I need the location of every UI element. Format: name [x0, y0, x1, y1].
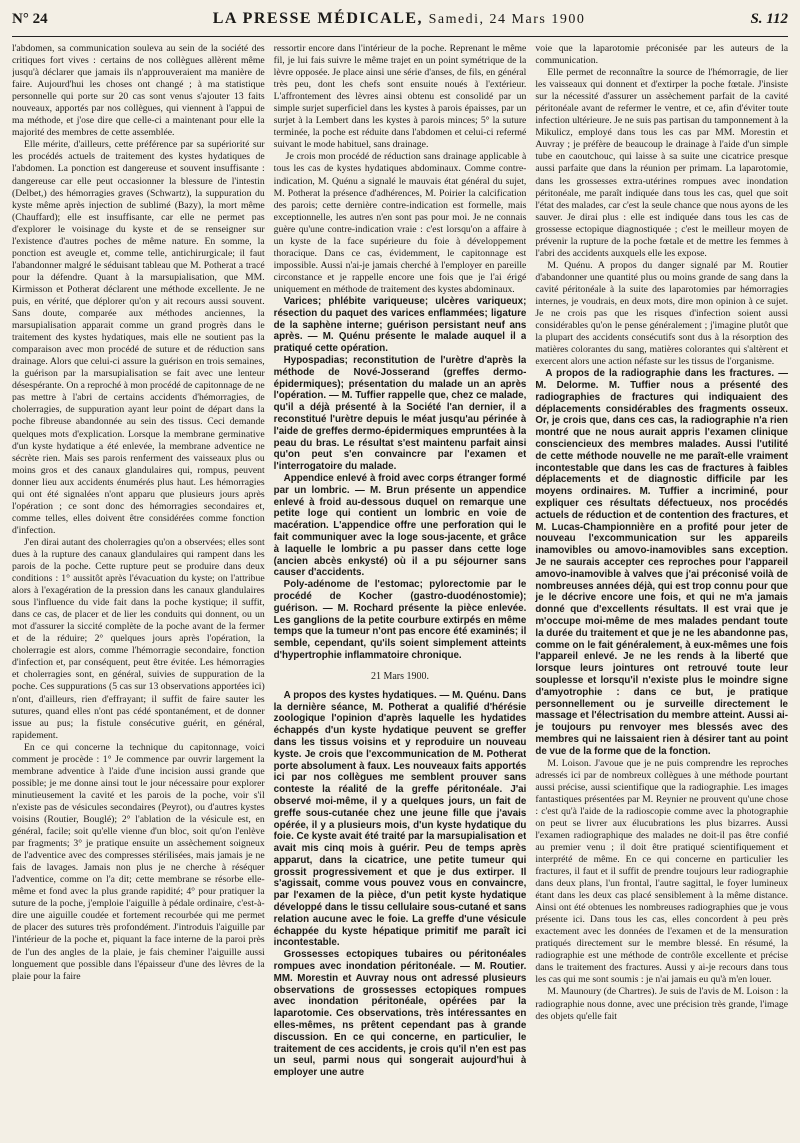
column-3 [535, 43, 788, 1138]
section-heading-poly-adenome: Poly-adénome de l'estomac; pylorectomie par le procédé de Kocher (gastro-duodénostomie); guérison. — M. Rochard présente la pièce enlevée. Les ganglions de la petite courbure extirpés en même temps que la tumeur n'ont pas encore été examinés; il semble, cependant, qu'ils soient simplement atteints d'hypertrophie inflammatoire chronique. [273, 579, 527, 661]
paragraph: ressortir encore dans l'intérieur de la poche. Reprenant le même fil, je lui fais suivre le même trajet en un point symétrique de la lèvre opposée. Je place ainsi une série d'anses, de fils, en général très peu, dont les chefs sont ensuite noués à l'extérieur. L'affrontement des lèvres ainsi obtenu est consolidé par un simple surjet superficiel dans les kystes à parois épaisses, par un surjet à la Lembert dans les kystes à parois minces; 5° la suture terminée, la poche est réduite dans l'abdomen et celui-ci refermé suivant le mode habituel, sans drainage. [273, 43, 527, 151]
section-heading-grossesses: Grossesses ectopiques tubaires ou péritonéales rompues avec inondation péritonéale. — M. Routier. MM. Morestin et Auvray nous ont adressé plusieurs observations de grossesses ectopiques rompues avec inondation péritonéale, opérées par la laparotomie. Ces observations, très intéressantes en elles-mêmes, ns prêtent cependant pas à grande discussion. En ce qui concerne, en particulier, le traitement de ces accidents, je crois qu'il n'en est pas un seul, parmi nous qui songerait aujourd'hui à employer une autre [273, 949, 527, 1079]
section-heading-appendice: Appendice enlevé à froid avec corps étranger formé par un lombric. — M. Brun présente un appendice enlevé à froid au-dessous duquel on remarque une petite loge qui contient un lombric en voie de macération. L'appendice offre une perforation qui le fait communiquer avec la loge sous-jacente, et grâce à laquelle le lombric a pu passer dans cette loge (ancien abcès enkysté) où il a pu séjourner sans causer d'accidents. [273, 472, 527, 579]
issue-date: Samedi, 24 Mars 1900 [428, 12, 586, 27]
paragraph: J'en dirai autant des cholerragies qu'on a observées; elles sont dues à la rupture des canaux glandulaires qui rampent dans les parois de la poche. Cette rupture peut se produire dans deux conditions : 1° aussitôt après l'évacuation du kyste; on l'attribue alors à l'exagération de la pression dans les canaux glandulaires sous l'influence du vide fait dans la poche kystique; il suffit, dans ce cas, de placer et de lier les conduits qui donnent, ou un mot d'assurer la siccité complète de la poche avant de la fermer et de la réduire; 2° quelques jours après l'opération, la cholerragie est alors, comme l'hémorragie secondaire, fonction d'infection et, par conséquent, peut être évitée. Les hémorragies et cholerragies sont, en général, suivies de suppuration de la poche. Ces suppurations (5 cas sur 13 observations apportées ici) n'ont, d'ailleurs, rien d'effrayant; il suffit de faire sauter les sutures, quand elles n'ont pas cédé spontanément, et de donner issue au pus; la fistule consécutive guérit, en général, rapidement. [12, 536, 265, 741]
paragraph: Elle permet de reconnaître la source de l'hémorragie, de lier les vaisseaux qui donnent et d'extirper la poche fœtale. J'insiste sur la nécessité d'assurer un assèchement parfait de la cavité péritonéale avant de refermer le ventre, et ce, afin d'éviter toute infection ultérieure. Je ne suis pas partisan du tamponnement à la Mikulicz, employé dans tous les cas par MM. Morestin et Auvray ; je préfère de beaucoup le drainage à l'aide d'un simple tube en caoutchouc, qui laisse à sa suite une cicatrice presque aussi parfaite que dans la réunion per primam. La laparotomie, dans les grossesses extra-utérines rompues avec inondation péritonéale, me paraît indiquée dans tous les cas, quel que soit l'état des malades, car c'est la seule chance que nous ayons de les sauver. Je dirai plus : elle est indiquée dans tous les cas de grossesse ectopique diagnostiquée ; c'est le meilleur moyen de prévenir la rupture de la poche fœtale et de mettre les femmes à l'abri des accidents auxquels elle les expose. [535, 67, 788, 259]
column-2 [274, 43, 527, 1138]
section-heading-varices: Varices; phlébite variqueuse; ulcères variqueux; résection du paquet des varices enflammées; ligature de la saphène interne; guérison persistant neuf ans après. — M. Quénu présente le malade auquel il a pratiqué cette opération. [273, 295, 527, 355]
paragraph: voie que la laparotomie préconisée par les auteurs de la communication. [535, 43, 788, 67]
section-heading-radiographie: A propos de la radiographie dans les fractures. — M. Delorme. M. Tuffier nous a présenté des radiographies de fractures qui indiquaient des déplacements considérables des fragments osseux. Or, je crois que, dans ces cas, la radiographie n'a rien montré que ne nous aurait appris l'examen clinique consciencieux des membres malades. Aussi l'utilité de cette méthode nouvelle ne me paraît-elle vraiment incontestable que dans les cas de fractures à faibles déplacements et de diagnostic difficile par les moyens ordinaires. M. Tuffier a incriminé, pour expliquer ces résultats défectueux, nos procédés actuels de réduction et de contention des fractures, et M. Lucas-Championnière en a profité pour jeter de nouveau l'excommunication sur les appareils inamovibles ou amovo-inamovibles sans exception. Je ne saurais accepter ces reproches pour l'appareil amovo-inamovible à valves que j'ai préconisé voilà de nombreuses années déjà, qui est trop connu pour que je le décrive encore une fois, et qui ne m'a jamais donné que d'excellents résultats. Il est vrai que je m'occupe moi-même de mes malades pendant toute la durée du traitement et que je ne les abandonne pas, comme on le fait généralement, à eux-mêmes une fois l'appareil enlevé. Je ne les rends à la liberté que lorsque leurs jointures ont retrouvé toute leur souplesse et lorsqu'il n'existe plus le moindre signe d'amyotrophie : dans ce but, je pratique personnellement ou je surveille directement le massage et l'électrisation du membre atteint. Aussi ai-je toujours pu renvoyer mes blessés avec des membres qui ne laissaient rien à désirer tant au point de vue de la forme que de la fonction. [535, 368, 788, 757]
paragraph: M. Quénu. A propos du danger signalé par M. Routier d'abandonner une quantité plus ou moins grande de sang dans la cavité péritonéale à la suite des laparotomies par hémorragies internes, je voudrais, en deux mots, dire mon opinion à ce sujet. Je ne crois pas que les risques d'infection soient aussi considérables qu'on le pense généralement ; j'imagine plutôt que la plupart des accidents consécutifs sont dus à la résorption des matières colorantes du sang, matières colorantes qui s'altèrent et exercent alors une action néfaste sur les tissus de l'organisme. [535, 259, 788, 368]
column-1 [12, 43, 265, 1138]
section-heading-hypospadias: Hypospadias; reconstitution de l'urètre d'après la méthode de Nové-Josserand (greffes dermo-épidermiques); présentation du malade un an après l'opération. — M. Tuffier rappelle que, chez ce malade, qu'il a déjà présenté à la Société l'an dernier, il a reconstitué l'urètre depuis le méat jusqu'au périnée à l'aide de greffes dermo-épidermiques empruntées à la peau du bras. Le résultat s'est maintenu parfait ainsi qu'on peut s'en convaincre par l'examen et l'interrogatoire du malade. [273, 354, 527, 473]
paragraph: Elle mérite, d'ailleurs, cette préférence par sa supériorité sur les procédés actuels de traitement des kystes hydatiques de l'abdomen. La ponction est dangereuse et souvent insuffisante : dangereuse car elle peut occasionner la blessure de l'intestin (Delbet,) des hémorragies graves (Schwartz), la suppuration du kyste même après injection de sublimé (Bazy), la mort même (Chauffard); elle est insuffisante, car elle ne permet pas d'explorer le voisinage du kyste et de se renseigner sur l'existence d'autres poches de même nature. En somme, la ponction est aveugle et, comme telle, antichirurgicale; il faut l'abandonner malgré le séduisant tableau que M. Potherat a tracé pour la défendre. Quant à la marsupialisation, que MM. Kirmisson et Potherat déclarent une méthode excellente. Je ne puis, en vérité, que déplorer qu'on y ait recours aussi souvent. Sans doute, comparée aux méthodes anciennes, la marsupialisation apparait comme un grand progrès dans le traitement des kystes hydatiques, mais elle ne soutient pas la comparaison avec mon procédé de suture et de réduction sans drainage. Alors que celui-ci assure la guérison en trois semaines, la guérison par la marsupialisation se fait avec une lenteur désespérante. On a reproché à mon procédé de capitonnage de ne pas mettre à l'abri de certains accidents d'hémorragies, de cholerragies, de suppuration ayant leur point de départ dans la poche fibreuse abandonnée au sein des tissus. Ceci demande quelques mots d'explication. Lorsque la membrane germinative d'un kyste hydatique a été enlevée, la membrane adventice ne sécrète rien. Mais ses parois renferment des vaisseaux plus ou moins gros et des canaux glandulaires qui, rompus, peuvent donner lieu aux accidents énumérés plus haut. Les hémorragies qui ont été signalées n'ont apparu que plusieurs jours après l'opération ; ce sont donc des hémorragies secondaires et, comme telles, elles doivent être considérées comme fonction d'infection. [12, 139, 265, 536]
section-heading-kystes: A propos des kystes hydatiques. — M. Quénu. Dans la dernière séance, M. Potherat a qualifié d'hérésie zoologique l'opinion d'après laquelle les hydatides échappés d'un kyste hydatique peuvent se greffer dans les tissus voisins et y reproduire un nouveau kyste. Je crois que l'excommunication de M. Potherat porte absolument à faux. Les nouveaux faits apportés ici par nos collègues me semblent prouver sans conteste la réalité de la greffe péritonéale. J'ai observé moi-même, il y a quelques jours, un fait de greffe sous-cutanée chez une jeune fille que j'avais opérée, il y a plusieurs mois, d'un kyste hydatique du foie. Ce kyste avait été traité par la marsupialisation et avait mis cinq mois à guérir. Peu de temps après apparut, dans la cicatrice, une petite tumeur qui grossit progressivement et que je dus extirper. Il s'agissait, comme vous pouvez vous en convaincre, par l'examen de la pièce, d'un petit kyste hydatique développé dans le tissu cellulaire sous-cutané et sans relation aucune avec le foie. La greffe d'une vésicule échappée du kyste hépatique primitif me paraît ici incontestable. [273, 689, 527, 949]
journal-title: LA PRESSE MÉDICALE, [212, 10, 424, 27]
paragraph: En ce qui concerne la technique du capitonnage, voici comment je procède : 1° Je commence par ouvrir largement la membrane adventice à l'aide d'une incision aussi grande que possible; je me donne ainsi tout le jour nécessaire pour explorer minutieusement la cavité et les parois de la poche, voir s'il n'existe pas de vésicules secondaires (Peyrot), ou d'autres kystes voisins (Routier, Bouglé); 2° l'ablation de la vésicule est, en général, facile; soit qu'elle vienne d'un bloc, soit qu'on l'enlève par fragments; 3° je pratique ensuite un assèchement soigneux de l'adventice avec des compresses stérilisées, mais jamais je ne fais de lavages. Jamais non plus je ne cherche à réséquer l'adventice, comme on l'a dit; cette membrane se résorbe elle-même et fond avec la plus grande rapidité; 4° pour pratiquer la suture de la poche, j'emploie l'aiguille à pédale ordinaire, c'est-à-dire une aiguille coudée et fortement recourbée qui me permet de placer des sutures très profondément. J'introduis l'aiguille par l'intérieur de la poche et, piquant la face interne de la paroi près de l'un des angles de la plaie, je fais cheminer l'aiguille aussi longuement que possible dans l'épaisseur d'une des lèvres de la plaie pour la faire [12, 741, 265, 982]
page-number: S. 112 [750, 11, 788, 27]
paragraph: M. Loison. J'avoue que je ne puis comprendre les reproches adressés ici par de nombreux collègues à une méthode pourtant aussi précise, aussi scientifique que la radiographie. Les images fantastiques présentées par M. Reynier ne prouvent qu'une chose : c'est qu'à l'aide de la radioscopie comme avec la photographie on peut se livrer aux élucubrations les plus bizarres. Aussi l'examen radiographique des malades ne doit-il pas être confié au premier venu ; il doit être pratiqué scientifiquement et interprété de même. En ce qui concerne en particulier les fractures, il faut et il suffit de prendre toujours leur radiographie dans deux plans, l'un frontal, l'autre sagittal, le foyer lumineux étant dans les deux cas placé sensiblement à la même distance. Ainsi ont été obtenues les nombreuses radiographies que je vous présente ici. Dans tous les cas, elles concordent à peu près exactement avec les données de l'examen et de la mensuration pratiqués directement sur le membre blessé. En résumé, la radiographie est une méthode de contrôle excellente et précise dans le traitement des fractures. Aussi y ai-je recours dans tous les cas qui me sont soumis : je n'ai jamais eu qu'à m'en louer. [535, 757, 788, 986]
paragraph: l'abdomen, sa communication souleva au sein de la société des critiques fort vives : certains de nos collègues allèrent même jusqu'à déclarer que jamais ils n'approuveraient ma manière de faire. Aujourd'hui les choses ont changé ; à ma statistique personnelle qui porte sur 20 cas sont venus s'ajouter 13 faits nouveaux, apportés par nos collègues, qui viennent à l'appui de ma méthode, et j'ose dire que celle-ci a maintenant pour elle la majorité des membres de cette assemblée. [12, 43, 265, 139]
page-header [12, 10, 788, 37]
issue-number: N° 24 [12, 11, 48, 27]
paragraph: Je crois mon procédé de réduction sans drainage applicable à tous les cas de kystes hydatiques abdominaux. Comme contre-indication, M. Quénu a signalé le mauvais état général du sujet, M. Potherat la présence d'adhérences, M. Poirier la calcification des parois; cette dernière contre-indication est formelle, mais exceptionnelle, les autres n'en sont pas pour moi. Je ne connais guère qu'une contre-indication vraie : c'est lorsqu'on a affaire à un kyste de la face supérieure du foie à développement thoracique. Dans ce cas, évidemment, le capitonnage est impossible. Aussi n'ai-je jamais cherché à l'employer en pareille circonstance et je rappelle encore une fois que je l'ai érigé uniquement en méthode de traitement des kystes abdominaux. [273, 151, 527, 295]
paragraph: M. Maunoury (de Chartres). Je suis de l'avis de M. Loison : la radiographie nous donne, avec une précision très grande, l'image des objets qu'elle fait [535, 986, 788, 1022]
journal-title-line [213, 10, 586, 28]
article-columns [12, 43, 788, 1138]
session-date: 21 Mars 1900. [370, 670, 430, 682]
